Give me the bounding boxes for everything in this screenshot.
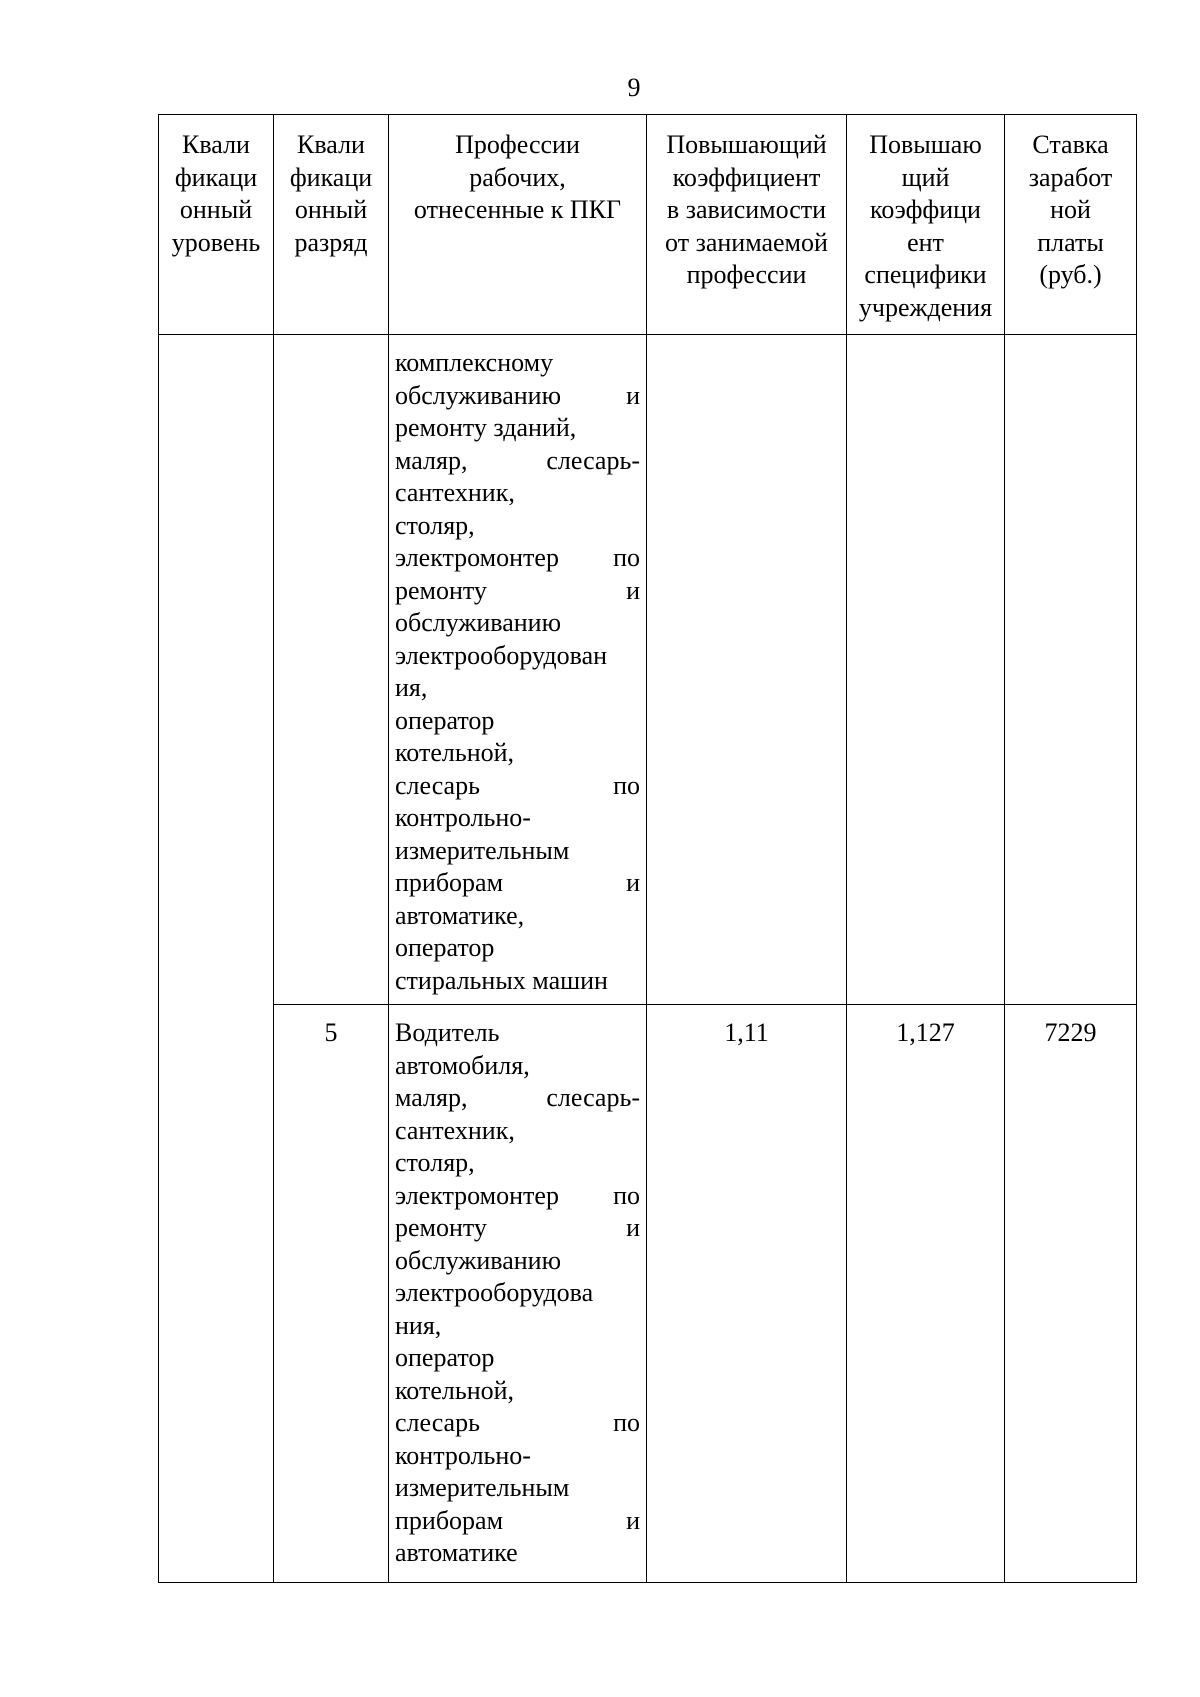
profession-word: комплексному (395, 348, 554, 377)
cell-qualification-grade (274, 335, 389, 1005)
profession-word: автоматике (395, 1538, 518, 1567)
cell-salary-rate: 7229 (1005, 1005, 1137, 1583)
header-line: Квали (182, 130, 250, 159)
profession-line (395, 1375, 640, 1408)
table-row (159, 335, 1137, 1005)
profession-line (395, 802, 640, 835)
header-line: онный (179, 195, 253, 224)
profession-line (395, 835, 640, 868)
profession-word: оператор (395, 933, 495, 962)
header-qualification-grade (274, 115, 389, 335)
profession-word: электромонтер (395, 1180, 559, 1210)
header-coef-institution (847, 115, 1005, 335)
header-salary-rate (1005, 115, 1137, 335)
table-row (159, 1005, 1137, 1583)
profession-line (395, 640, 640, 673)
profession-word: измерительным (395, 1473, 570, 1502)
cell-coef-profession (647, 335, 847, 1005)
header-coef-profession (647, 115, 847, 335)
profession-word: по (613, 1180, 640, 1210)
profession-word: электрооборудова (395, 1278, 594, 1307)
profession-line (395, 347, 640, 380)
cell-coef-profession: 1,11 (647, 1005, 847, 1583)
profession-word: контрольно- (395, 1440, 531, 1470)
wage-table (158, 114, 1137, 1583)
profession-word: и (626, 1213, 640, 1242)
profession-line (395, 867, 640, 900)
profession-line (395, 770, 640, 803)
profession-line (395, 705, 640, 738)
header-line: щий (901, 162, 950, 192)
header-line: фикаци (289, 162, 373, 192)
profession-word: ия, (395, 673, 428, 702)
profession-word: ремонту (395, 575, 487, 605)
profession-line (395, 380, 640, 413)
profession-word: контрольно- (395, 803, 531, 832)
header-qualification-level (159, 115, 274, 335)
profession-line (395, 1310, 640, 1343)
profession-word: электромонтер (395, 543, 559, 572)
profession-word: автомобиля, (395, 1050, 530, 1080)
profession-line (395, 932, 640, 965)
profession-line (395, 1212, 640, 1245)
cell-salary-rate (1005, 335, 1137, 1005)
profession-word: измерительным (395, 835, 570, 865)
header-line: коэффици (870, 195, 981, 224)
profession-line (395, 607, 640, 640)
profession-word: ремонту (395, 1213, 487, 1242)
header-professions (389, 115, 647, 335)
profession-word: котельной, (395, 738, 515, 767)
profession-word: оператор (395, 705, 495, 735)
profession-word: обслуживанию (395, 380, 562, 410)
header-line: разряд (294, 227, 368, 257)
cell-coef-institution (847, 335, 1005, 1005)
profession-line (395, 1505, 640, 1538)
header-line: онный (294, 195, 368, 224)
profession-line (395, 1115, 640, 1148)
profession-line (395, 1180, 640, 1213)
header-line: Ставка (1032, 130, 1109, 159)
header-line: ент (907, 227, 944, 257)
profession-word: маляр, (395, 1083, 468, 1112)
table-header-row (159, 115, 1137, 335)
profession-word: сантехник, (395, 1115, 515, 1145)
profession-word: электрооборудован (395, 640, 608, 670)
profession-word: маляр, (395, 445, 468, 475)
profession-word: слесарь- (546, 1083, 640, 1112)
profession-line (395, 1537, 640, 1570)
profession-word: оператор (395, 1343, 495, 1372)
profession-word: сантехник, (395, 478, 515, 507)
profession-line (395, 1050, 640, 1083)
profession-word: Водитель (395, 1018, 500, 1047)
profession-line (395, 412, 640, 445)
header-line: коэффициент (672, 162, 821, 192)
header-line: заработ (1028, 162, 1113, 192)
profession-line (395, 965, 640, 998)
header-line: отнесенные к ПКГ (413, 195, 622, 224)
header-line: специфики (864, 260, 987, 289)
profession-word: слесарь (395, 1408, 480, 1437)
header-line: Повышаю (869, 130, 982, 159)
header-line: в зависимости (666, 195, 827, 224)
profession-line (395, 1407, 640, 1440)
page-number: 9 (627, 73, 641, 102)
profession-word: столяр, (395, 510, 475, 540)
header-line: уровень (171, 227, 261, 257)
profession-word: обслуживанию (395, 608, 562, 637)
profession-line (395, 510, 640, 543)
profession-word: и (626, 1505, 640, 1535)
profession-line (395, 1082, 640, 1115)
cell-qualification-level (159, 335, 274, 1583)
profession-line (395, 575, 640, 608)
profession-line (395, 672, 640, 705)
profession-word: и (626, 575, 640, 605)
profession-word: ния, (395, 1310, 442, 1340)
profession-word: приборам (395, 1505, 504, 1535)
profession-line (395, 1245, 640, 1278)
header-line: ной (1050, 195, 1091, 224)
profession-line (395, 1147, 640, 1180)
profession-word: слесарь- (546, 445, 640, 475)
profession-line (395, 1472, 640, 1505)
profession-line (395, 1277, 640, 1310)
header-line: фикаци (174, 162, 258, 192)
profession-line (395, 900, 640, 933)
profession-word: ремонту зданий, (395, 413, 577, 442)
cell-qualification-grade: 5 (274, 1005, 389, 1583)
header-line: профессии (686, 260, 807, 289)
profession-word: по (613, 543, 640, 572)
profession-word: приборам (395, 868, 504, 897)
header-line: рабочих, (469, 162, 566, 192)
profession-word: слесарь (395, 770, 480, 800)
profession-word: обслуживанию (395, 1245, 562, 1275)
profession-word: и (626, 868, 640, 897)
profession-line (395, 542, 640, 575)
profession-word: столяр, (395, 1148, 475, 1177)
profession-line (395, 1017, 640, 1050)
profession-word: по (613, 770, 640, 800)
profession-line (395, 1342, 640, 1375)
profession-line (395, 737, 640, 770)
header-line: от занимаемой (665, 227, 828, 257)
profession-line (395, 477, 640, 510)
header-line: Повышающий (666, 130, 827, 159)
header-line: Квали (297, 130, 365, 159)
profession-line (395, 1440, 640, 1473)
profession-word: автоматике, (395, 900, 525, 930)
cell-professions (389, 335, 647, 1005)
header-line: платы (1037, 227, 1104, 257)
profession-word: стиральных машин (395, 965, 608, 995)
profession-line (395, 445, 640, 478)
header-line: учреждения (858, 292, 993, 322)
profession-word: и (626, 380, 640, 410)
header-line: Профессии (455, 130, 580, 159)
cell-professions (389, 1005, 647, 1583)
cell-coef-institution: 1,127 (847, 1005, 1005, 1583)
profession-word: по (613, 1408, 640, 1437)
profession-word: котельной, (395, 1375, 515, 1405)
header-line: (руб.) (1039, 260, 1102, 289)
